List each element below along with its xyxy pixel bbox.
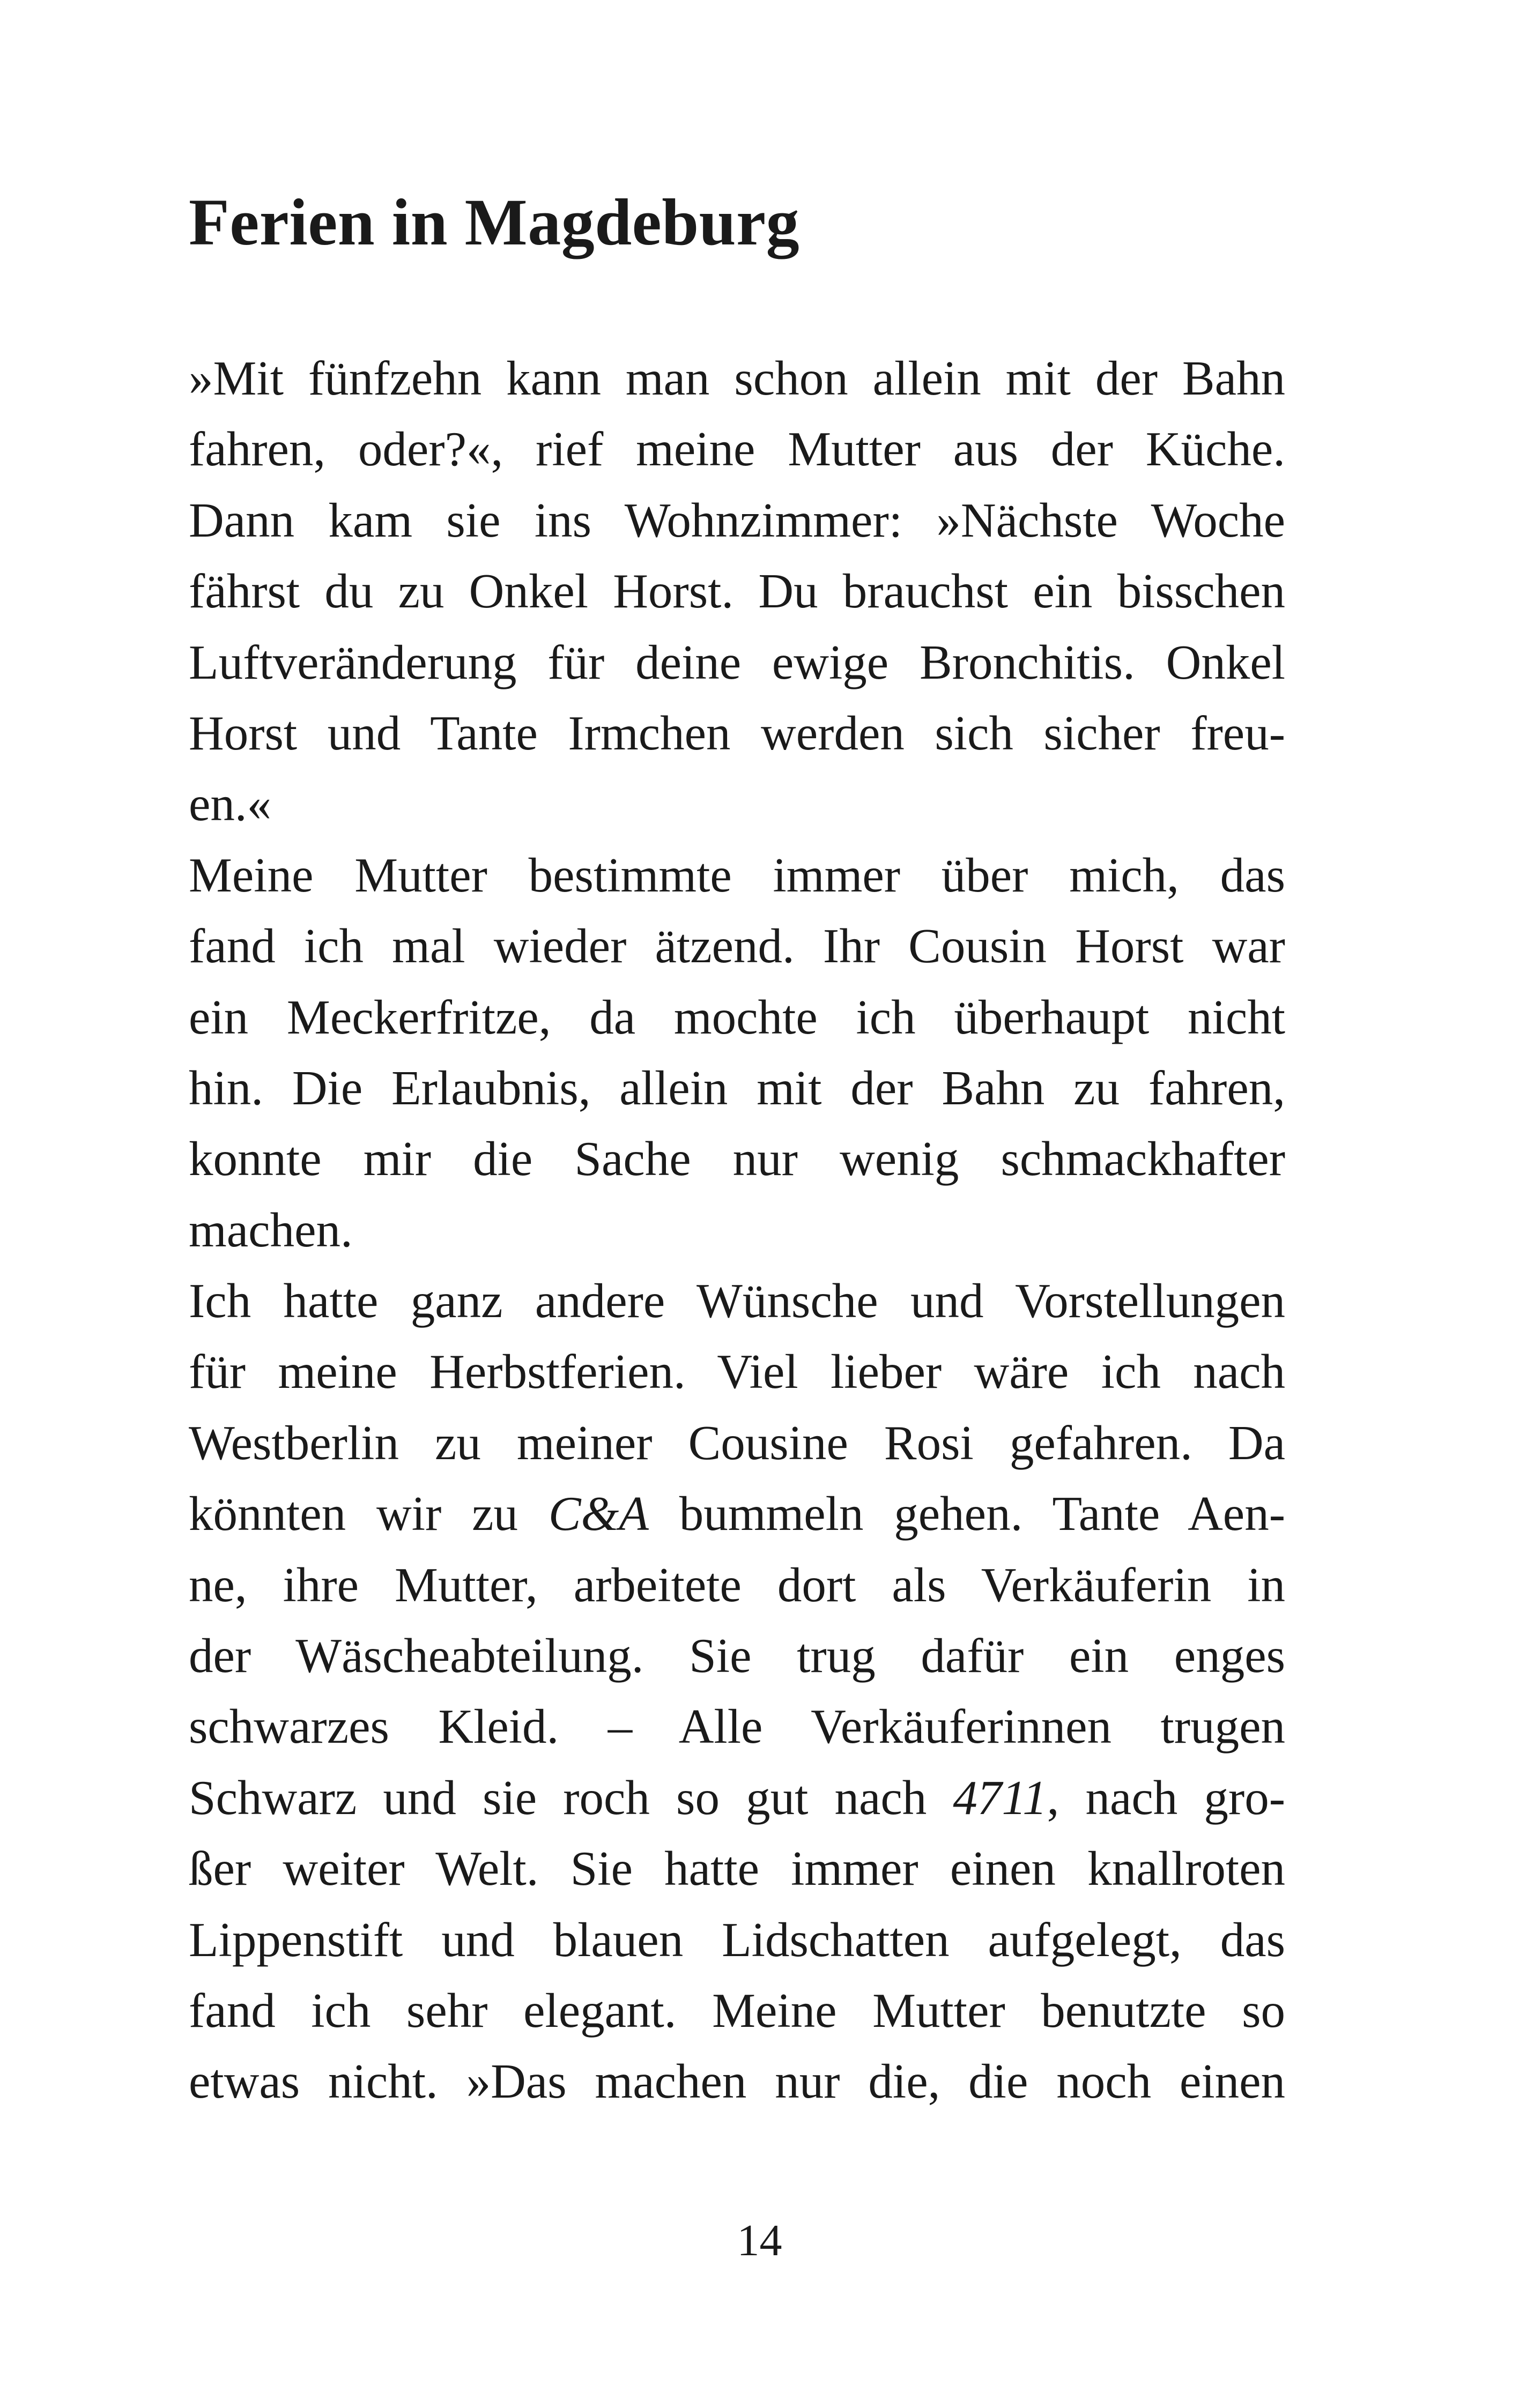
body-text (189, 343, 1285, 2117)
text-line: Ich hatte ganz andere Wünsche und Vorstellungen (189, 1274, 1285, 1328)
text-line: Westberlin zu meiner Cousine Rosi gefahren. Da (189, 1415, 1285, 1470)
text-segment: könnten wir zu (189, 1487, 549, 1541)
text-segment: , nach gro- (1047, 1770, 1285, 1825)
page-number: 14 (737, 2216, 782, 2265)
text-line: fährst du zu Onkel Horst. Du brauchst ein bisschen (189, 564, 1285, 619)
text-line: schwarzes Kleid. – Alle Verkäuferinnen trugen (189, 1699, 1285, 1754)
text-line: hin. Die Erlaubnis, allein mit der Bahn zu fahren, (189, 1060, 1285, 1115)
text-line: ne, ihre Mutter, arbeitete dort als Verkäuferin in (189, 1557, 1285, 1612)
text-line: konnte mir die Sache nur wenig schmackhafter (189, 1132, 1285, 1186)
text-line (189, 1763, 1285, 1833)
text-line: Meine Mutter bestimmte immer über mich, das (189, 848, 1285, 902)
text-line: für meine Herbstferien. Viel lieber wäre ich nach (189, 1344, 1285, 1399)
text-line: machen. (189, 1202, 353, 1257)
text-line: etwas nicht. »Das machen nur die, die noch einen (189, 2054, 1285, 2109)
italic-text: 4711 (953, 1770, 1047, 1825)
text-line (189, 1478, 1285, 1549)
text-line: ßer weiter Welt. Sie hatte immer einen knallroten (189, 1841, 1285, 1896)
text-line: fahren, oder?«, rief meine Mutter aus der Küche. (189, 422, 1285, 477)
chapter-title: Ferien in Magdeburg (189, 185, 800, 259)
text-line: fand ich mal wieder ätzend. Ihr Cousin Horst war (189, 919, 1285, 973)
text-line: Horst und Tante Irmchen werden sich sicher freu- (189, 705, 1285, 760)
text-line: ein Meckerfritze, da mochte ich überhaupt nicht (189, 990, 1285, 1044)
italic-text: C&A (548, 1487, 649, 1541)
text-line: der Wäscheabteilung. Sie trug dafür ein enges (189, 1629, 1285, 1683)
text-line: Dann kam sie ins Wohnzimmer: »Nächste Woche (189, 493, 1285, 547)
text-segment: Schwarz und sie roch so gut nach (189, 1770, 953, 1825)
text-line: Lippenstift und blauen Lidschatten aufgelegt, das (189, 1912, 1285, 1967)
text-line: »Mit fünfzehn kann man schon allein mit der Bahn (189, 351, 1285, 405)
text-line: Luftveränderung für deine ewige Bronchitis. Onkel (189, 635, 1285, 689)
text-segment: bummeln gehen. Tante Aen- (648, 1487, 1285, 1541)
text-line: en.« (189, 777, 272, 831)
text-line: fand ich sehr elegant. Meine Mutter benutzte so (189, 1983, 1285, 2038)
